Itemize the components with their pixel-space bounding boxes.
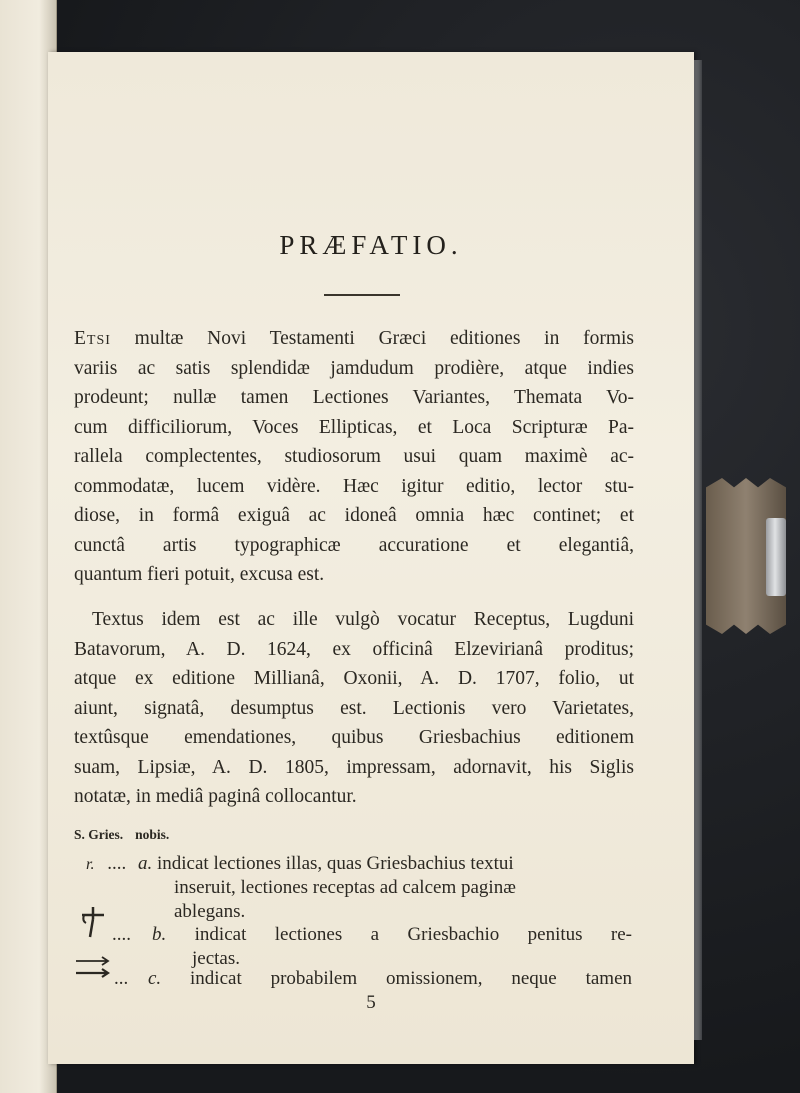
- paragraph-line: suam, Lipsiæ, A. D. 1805, impressam, adornavit, his Siglis: [74, 756, 634, 778]
- paragraph-line: Etsi multæ Novi Testamenti Græci editiones in formis: [74, 328, 634, 349]
- obelus-cross-icon: [78, 903, 108, 943]
- paragraph-line: atque ex editione Millianâ, Oxonii, A. D. 1707, folio, ut: [74, 668, 634, 689]
- paragraph-line: rallela complectentes, studiosorum usui quam maximè ac-: [74, 446, 634, 467]
- title-rule: [324, 294, 400, 296]
- paragraph-line: variis ac satis splendidæ jamdudum prodière, atque indies: [74, 357, 634, 379]
- sigla-header-nobis: nobis.: [135, 827, 170, 842]
- paragraph-line: aiunt, signatâ, desumptus est. Lectionis vero Varietates,: [74, 697, 634, 719]
- book-page: [48, 52, 694, 1064]
- paragraph-line: commodatæ, lucem vidère. Hæc igitur editio, lector stu-: [74, 475, 634, 497]
- gries-mark-r: r.: [86, 856, 95, 873]
- sigla-line: inseruit, lectiones receptas ad calcem paginæ: [174, 877, 516, 898]
- arrow-mark-icon: [74, 955, 112, 979]
- page-number: 5: [366, 992, 376, 1013]
- paragraph-2: [74, 605, 634, 812]
- sigla-dots: ....: [112, 924, 131, 945]
- paragraph-line: cunctâ artis typographicæ accuratione et elegantiâ,: [74, 534, 634, 556]
- paragraph-line: diose, in formâ exiguâ ac idoneâ omnia hæc continet; et: [74, 505, 634, 526]
- paragraph-1: [74, 324, 634, 590]
- sigla-dots: ....: [107, 853, 127, 874]
- paragraph-line: textûsque emendationes, quibus Griesbachius editionem: [74, 727, 634, 748]
- paragraph-line: notatæ, in mediâ paginâ collocantur.: [74, 786, 357, 807]
- sigla-text: [148, 967, 633, 991]
- page-title: PRÆFATIO.: [279, 230, 463, 260]
- paragraph-line: quantum fieri potuit, excusa est.: [74, 564, 325, 585]
- sigla-header: [74, 827, 181, 843]
- clasp-hinge: [766, 518, 786, 596]
- paragraph-line: prodeunt; nullæ tamen Lectiones Variantes, Themata Vo-: [74, 387, 634, 408]
- paragraph-line: Textus idem est ac ille vulgò vocatur Receptus, Lugduni: [92, 609, 634, 630]
- sigla-line: b. indicat lectiones a Griesbachio penitus re-: [152, 924, 633, 945]
- sigla-letter: a.: [138, 853, 153, 874]
- sigla-text: [138, 852, 632, 924]
- paragraph-line: cum difficiliorum, Voces Ellipticas, et Loca Scripturæ Pa-: [74, 416, 634, 438]
- sigla-header-gries: S. Gries.: [74, 827, 124, 842]
- sigla-dots: ...: [114, 968, 129, 989]
- sigla-line: c. indicat probabilem omissionem, neque tamen: [148, 968, 633, 989]
- paragraph-line: Batavorum, A. D. 1624, ex officinâ Elzevirianâ proditus;: [74, 638, 634, 660]
- sigla-line: jectas.: [192, 948, 241, 969]
- lead-word: Etsi: [74, 328, 111, 349]
- sigla-letter: c.: [148, 968, 162, 989]
- sigla-mark: [74, 852, 140, 877]
- sigla-text: [152, 923, 633, 971]
- sigla-line: a. indicat lectiones illas, quas Griesbachius textui: [138, 853, 514, 874]
- sigla-line: ablegans.: [174, 901, 246, 922]
- sigla-letter: b.: [152, 924, 167, 945]
